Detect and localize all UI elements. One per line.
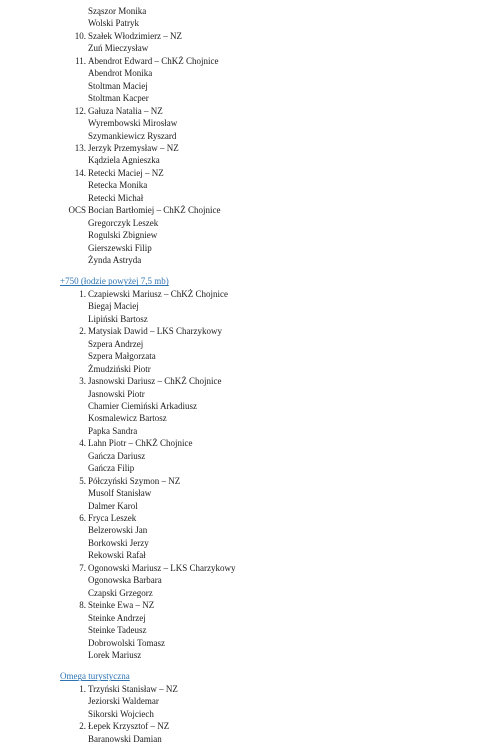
entry-member-name: Chamier Ciemiński Arkadiusz xyxy=(88,400,197,411)
section-heading[interactable]: +750 (łodzie powyżej 7,5 mb) xyxy=(60,276,169,287)
entry-member-name: Musolf Stanisław xyxy=(88,488,152,499)
entry-lead-name: Fryca Leszek xyxy=(88,513,137,523)
entry-lead-name: Szałek Włodzimierz – NZ xyxy=(88,30,183,41)
entry-member-name: Kądziela Agnieszka xyxy=(88,155,160,166)
entry-lead-name: Steinke Ewa – NZ xyxy=(88,600,155,611)
entry-member-name: Lorek Mariusz xyxy=(88,649,142,660)
entry-member-name: Wyrembowski Mirosław xyxy=(88,118,178,129)
entry-number: 10. xyxy=(74,30,86,41)
entry-lead-name: Trzyński Stanisław – NZ xyxy=(88,683,178,694)
entry-member-name: Dalmer Karol xyxy=(88,500,138,511)
entry-member-name: Rekowski Rafał xyxy=(88,550,146,561)
entry-lead-name: Półczyński Szymon – NZ xyxy=(88,475,181,486)
entry-member-name: Czapski Grzegorz xyxy=(88,587,153,598)
entry-member-name: Papka Sandra xyxy=(88,425,138,436)
entry-lead-name: Łepek Krzysztof – NZ xyxy=(88,721,170,732)
entry-member-name: Stoltman Maciej xyxy=(88,80,148,91)
entry-member-name: Steinke Tadeusz xyxy=(88,625,147,636)
entry-number: 1. xyxy=(79,288,86,299)
entry-member-name: Szpera Małgorzata xyxy=(88,351,156,362)
entry-number: 14. xyxy=(74,167,86,178)
entry-lead-name: Jasnowski Dariusz – ChKŻ Chojnice xyxy=(88,376,222,387)
section-heading[interactable]: Omega turystyczna xyxy=(60,671,130,682)
entry-lead-name: Gałuza Natalia – NZ xyxy=(88,105,163,116)
entry-number: 1. xyxy=(79,683,86,694)
entry-member-name: Dobrowolski Tomasz xyxy=(88,637,165,648)
entry-member-name: Szpera Andrzej xyxy=(88,338,144,349)
entry-member-name: Borkowski Jerzy xyxy=(88,537,149,548)
entry-member-name: Sikorski Wojciech xyxy=(88,708,154,719)
entry-member-name: Żynda Astryda xyxy=(88,255,142,265)
entry-member-name: Żmudziński Piotr xyxy=(88,363,151,374)
entry-number: 5. xyxy=(79,475,86,486)
entry-number: 3. xyxy=(79,376,86,387)
entry-member-name: Gańcza Dariusz xyxy=(88,450,146,461)
entry-lead-name: Matysiak Dawid – LKS Charzykowy xyxy=(88,326,222,337)
entry-lead-name: Bocian Bartłomiej – ChKŻ Chojnice xyxy=(88,205,221,216)
entry-member-name: Rogulski Zbigniew xyxy=(88,230,158,241)
entry-member-name: Wolski Patryk xyxy=(88,18,140,29)
entry-lead-name: Czapiewski Mariusz – ChKŻ Chojnice xyxy=(88,288,228,299)
entry-member-name: Zuń Mieczysław xyxy=(88,43,149,54)
entry-number: 8. xyxy=(79,600,86,611)
entry-member-name: Steinke Andrzej xyxy=(88,612,146,623)
entry-member-name: Gańcza Filip xyxy=(88,463,135,474)
entry-number: OCS xyxy=(68,205,86,216)
entry-lead-name: Abendrot Edward – ChKŻ Chojnice xyxy=(88,55,219,66)
entry-member-name: Stoltman Kacper xyxy=(88,93,149,104)
entry-number: 4. xyxy=(79,438,86,449)
entry-member-name: Gierszewski Filip xyxy=(88,242,152,253)
entry-number: 7. xyxy=(79,562,86,573)
entry-lead-name: Sząszor Monika xyxy=(88,6,147,16)
entry-member-name: Ogonowska Barbara xyxy=(88,575,162,586)
entry-member-name: Retecki Michał xyxy=(88,192,144,203)
entry-number: 2. xyxy=(79,326,86,337)
entry-member-name: Szymankiewicz Ryszard xyxy=(88,130,177,141)
entry-member-name: Baranowski Damian xyxy=(88,733,162,744)
entry-member-name: Gregorczyk Leszek xyxy=(88,217,159,228)
entry-member-name: Lipiński Bartosz xyxy=(88,313,148,324)
entry-number: 6. xyxy=(79,513,86,523)
entry-member-name: Kosmalewicz Bartosz xyxy=(88,413,167,424)
entry-member-name: Jasnowski Piotr xyxy=(88,388,145,399)
entry-member-name: Belzerowski Jan xyxy=(88,525,148,536)
entry-lead-name: Retecki Maciej – NZ xyxy=(88,167,164,178)
entry-lead-name: Lahn Piotr – ChKŻ Chojnice xyxy=(88,438,193,449)
entry-member-name: Jeziorski Waldemar xyxy=(88,696,159,707)
entry-member-name: Biegaj Maciej xyxy=(88,301,139,312)
entry-number: 13. xyxy=(74,142,86,153)
entry-number: 11. xyxy=(75,55,86,66)
entry-member-name: Retecka Monika xyxy=(88,180,148,191)
entry-member-name: Abendrot Monika xyxy=(88,68,153,79)
entry-number: 12. xyxy=(74,105,86,116)
entry-lead-name: Ogonowski Mariusz – LKS Charzykowy xyxy=(88,562,236,573)
entry-number: 2. xyxy=(79,721,86,732)
entry-lead-name: Jerzyk Przemysław – NZ xyxy=(88,142,179,153)
